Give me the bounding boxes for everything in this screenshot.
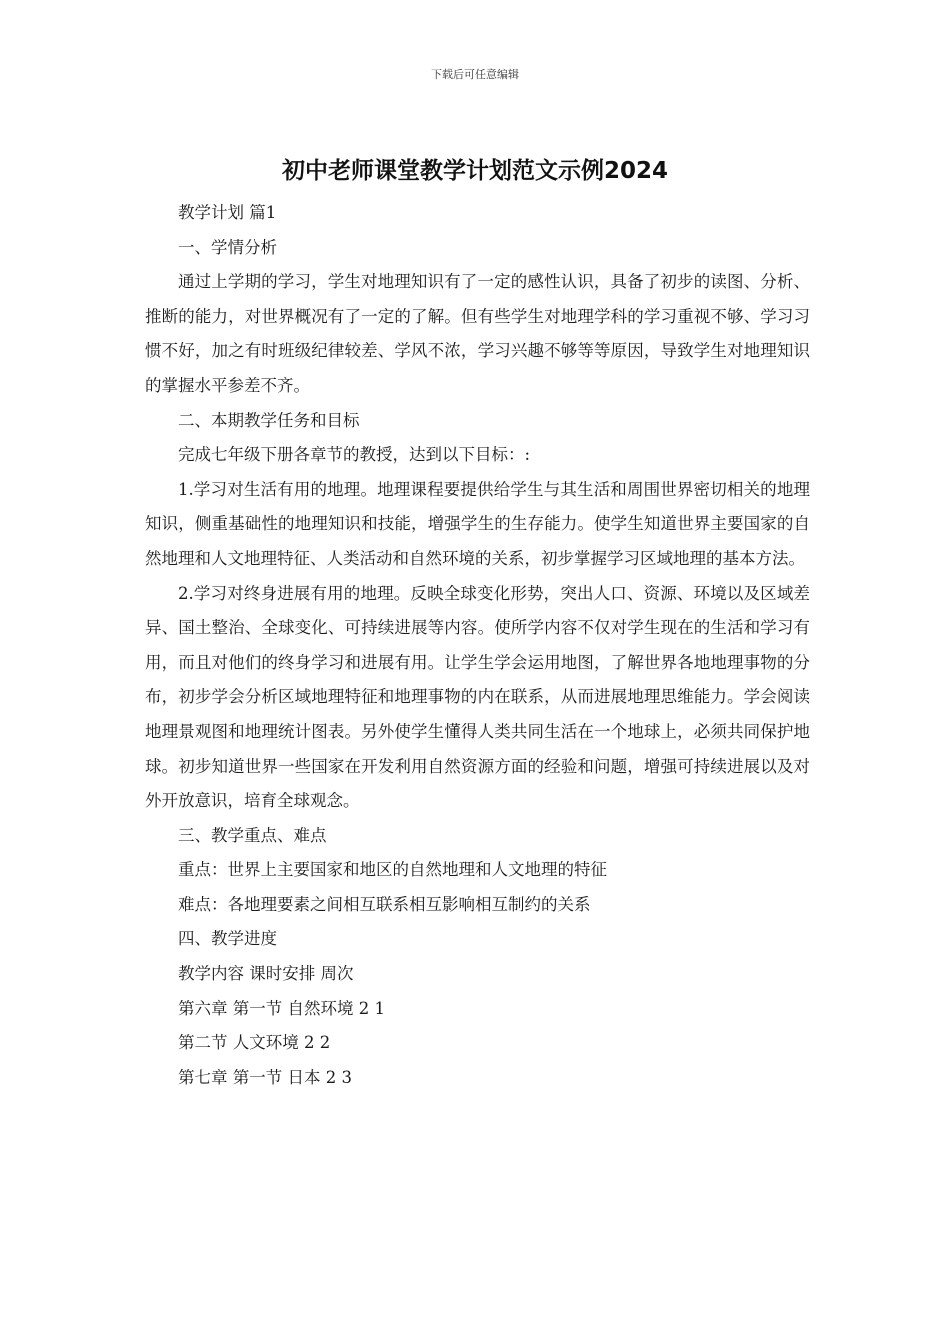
- page-header-note: 下载后可任意编辑: [431, 68, 519, 81]
- document-title: 初中老师课堂教学计划范文示例2024: [281, 158, 668, 184]
- paragraph-difficult-point: 难点：各地理要素之间相互联系相互影响相互制约的关系: [178, 894, 591, 914]
- schedule-line: 第六章 第一节 自然环境 2 1: [178, 998, 385, 1018]
- section-heading-learning-analysis: 一、学情分析: [178, 237, 277, 257]
- document-body: [145, 196, 810, 1095]
- paragraph-learning-analysis: 通过上学期的学习，学生对地理知识有了一定的感性认识，具备了初步的读图、分析、推断的能力，对世界概况有了一定的了解。但有些学生对地理学科的学习重视不够、学习习惯不好，加之有时班级纪律较差、学风不浓，学习兴趣不够等等原因，导致学生对地理知识的掌握水平参差不齐。: [145, 272, 810, 395]
- paragraph-key-point: 重点：世界上主要国家和地区的自然地理和人文地理的特征: [178, 860, 607, 880]
- paragraph-goal-1: 1.学习对生活有用的地理。地理课程要提供给学生与其生活和周围世界密切相关的地理知识，侧重基础性的地理知识和技能，增强学生的生存能力。使学生知道世界主要国家的自然地理和人文地理特征、人类活动和自然环境的关系，初步掌握学习区域地理的基本方法。: [145, 479, 810, 568]
- paragraph-goals-intro: 完成七年级下册各章节的教授，达到以下目标：:: [178, 445, 531, 465]
- section-heading-key-points: 三、教学重点、难点: [178, 825, 327, 845]
- section-heading-tasks-goals: 二、本期教学任务和目标: [178, 410, 360, 430]
- schedule-line: 第二节 人文环境 2 2: [178, 1033, 331, 1053]
- schedule-line: 第七章 第一节 日本 2 3: [178, 1067, 352, 1087]
- section-heading-schedule: 四、教学进度: [178, 929, 277, 949]
- plan-heading: 教学计划 篇1: [178, 203, 277, 222]
- schedule-header-line: 教学内容 课时安排 周次: [178, 964, 354, 984]
- paragraph-goal-2: 2.学习对终身进展有用的地理。反映全球变化形势，突出人口、资源、环境以及区域差异、国土整治、全球变化、可持续进展等内容。使所学内容不仅对学生现在的生活和学习有用，而且对他们的终身学习和进展有用。让学生学会运用地图，了解世界各地地理事物的分布，初步学会分析区域地理特征和地理事物的内在联系，从而进展地理思维能力。学会阅读地理景观图和地理统计图表。另外使学生懂得人类共同生活在一个地球上，必须共同保护地球。初步知道世界一些国家在开发利用自然资源方面的经验和问题，增强可持续进展以及对外开放意识，培育全球观念。: [145, 583, 810, 811]
